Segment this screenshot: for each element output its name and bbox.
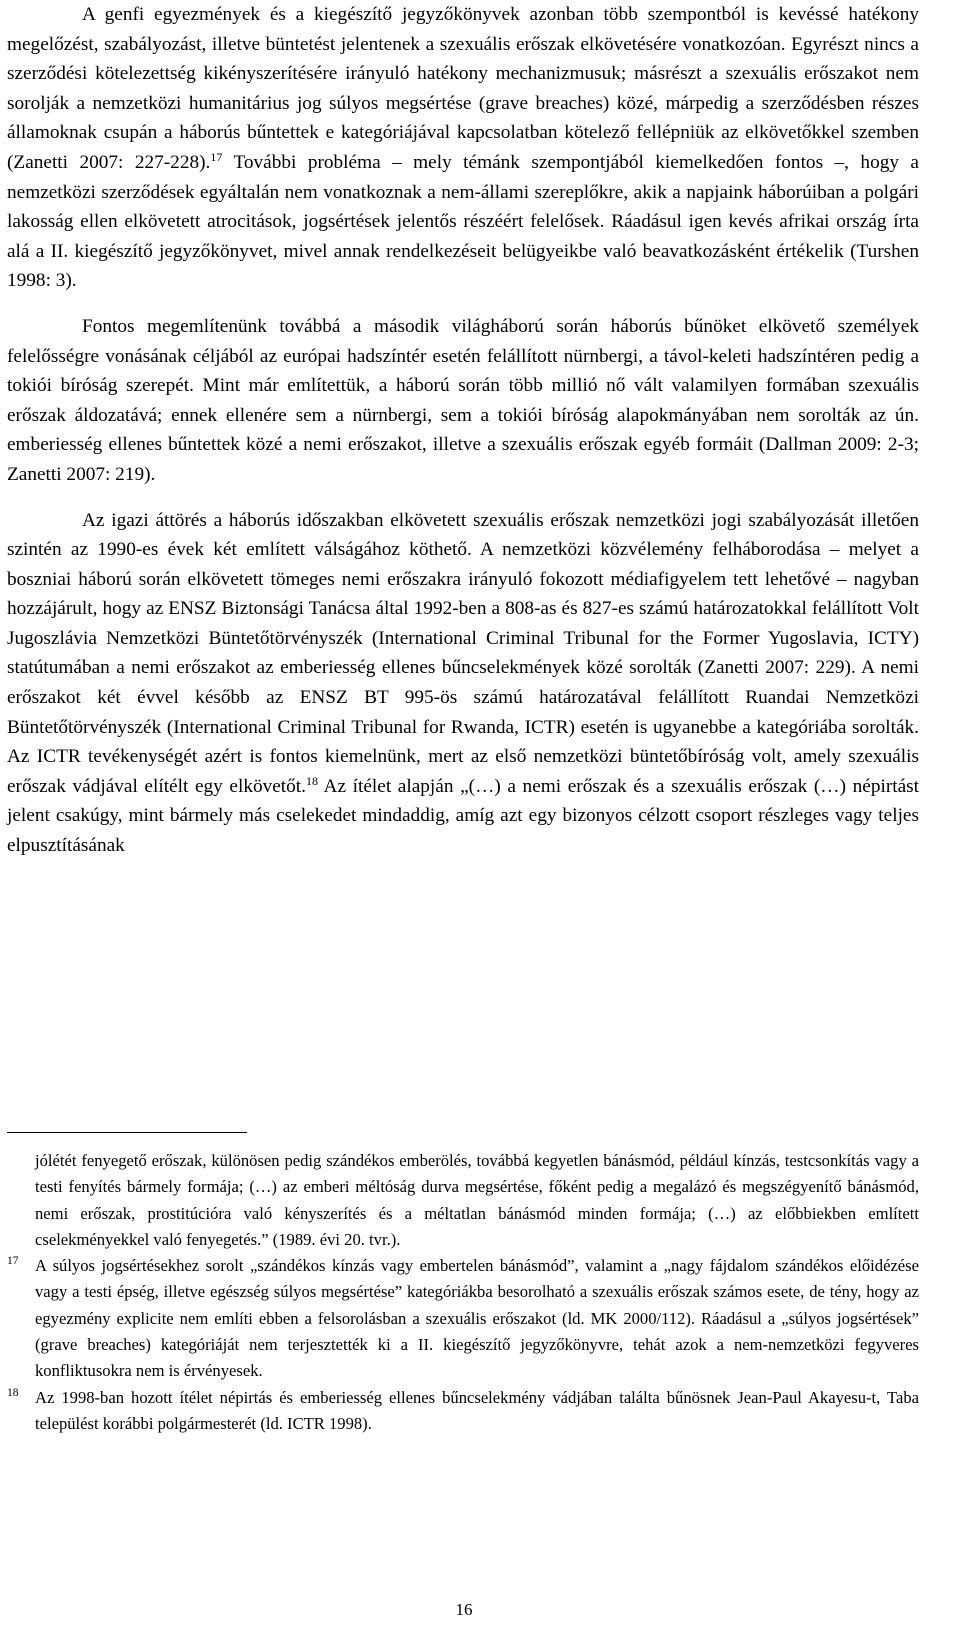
page-content xyxy=(7,0,919,861)
paragraph-1 xyxy=(7,0,919,296)
main-text xyxy=(7,0,919,861)
footnote-ref-18[interactable]: 18 xyxy=(305,773,318,788)
footnote-17 xyxy=(7,1253,919,1384)
paragraph-2: Fontos megemlítenünk továbbá a második világháború során háborús bűnöket elkövető személyek felelősségre vonásának céljából az európai hadszíntér esetén felállított nürnbergi, a távol-keleti hadszíntéren pedig a tokiói bíróság szerepét. Mint már említettük, a háború során több millió nő vált valamilyen formában szexuális erőszak áldozatává; ennek ellenére sem a nürnbergi, sem a tokiói bíróság alapokmányában nem sorolták az ún. emberiesség ellenes bűntettek közé a nemi erőszakot, illetve a szexuális erőszak egyéb formáit (Dallman 2009: 2-3; Zanetti 2007: 219). xyxy=(7,315,919,485)
footnote-ref-17[interactable]: 17 xyxy=(210,149,223,164)
page-number: 16 xyxy=(455,1600,473,1619)
footnote-continuation-text: jólétét fenyegető erőszak, különösen pedig szándékos emberölés, továbbá kegyetlen bánásmód, például kínzás, testcsonkítás vagy a testi fenyítés bármely formája; (…) az emberi méltóság durva megsértése, főként pedig a megalázó és megszégyenítő bánásmód, nemi erőszak, prostitúcióra való kényszerítés és a méltatlan bánásmód minden formája; (…) az előbbiekben említett cselekményekkel való fenyegetés.” (1989. évi 20. tvr.). xyxy=(35,1151,919,1249)
paragraph-1-text-a: A genfi egyezmények és a kiegészítő jegyzőkönyvek azonban több szempontból is kevéssé hatékony megelőzést, szabályozást, illetve büntetést jelentenek a szexuális erőszak elkövetésére vonatkozóan. Egyrészt nincs a szerződési kötelezettség kikényszerítésére irányuló hatékony mechanizmusuk; másrészt a szexuális erőszakot nem sorolják a nemzetközi humanitárius jog súlyos megsértése (grave breaches) közé, márpedig a szerződésben részes államoknak csupán a háborús bűntettek e kategóriájával kapcsolatban kötelező fellépniük az elkövetőkkel szemben (Zanetti 2007: 227-228). xyxy=(7,4,919,173)
footnote-18 xyxy=(7,1385,919,1438)
footnote-17-number: 17 xyxy=(7,1255,19,1268)
footnote-continuation xyxy=(7,1148,919,1253)
paragraph-1-text-b: További probléma – mely témánk szempontjából kiemelkedően fontos –, hogy a nemzetközi szerződések egyáltalán nem vonatkoznak a nem-állami szereplőkre, akik a napjaink háborúiban a polgári lakosság ellen elkövetett atrocitások, jogsértések jelentős részéért felelősek. Ráadásul igen kevés afrikai ország írta alá a II. kiegészítő jegyzőkönyvet, mivel annak rendelkezéseit belügyeikbe való beavatkozásként értékelik (Turshen 1998: 3). xyxy=(7,151,919,292)
paragraph-3-text-b: Az ítélet alapján „(…) a nemi erőszak és a szexuális erőszak (…) népirtást jelent csakúgy, mint bármely más cselekedet mindaddig, amíg azt egy bizonyos célzott csoport részleges vagy teljes elpusztításának xyxy=(7,775,920,857)
footnote-separator xyxy=(7,1132,247,1133)
paragraph-3 xyxy=(7,506,919,861)
footnote-18-text: Az 1998-ban hozott ítélet népirtás és emberiesség ellenes bűncselekmény vádjában találta bűnösnek Jean-Paul Akayesu-t, Taba települést korábbi polgármesterét (ld. ICTR 1998). xyxy=(35,1387,919,1433)
footnote-18-number: 18 xyxy=(7,1386,19,1399)
footnote-17-text: A súlyos jogsértésekhez sorolt „szándékos kínzás vagy embertelen bánásmód”, valamint a „nagy fájdalom szándékos előidézése vagy a testi épség, illetve egészség súlyos megsértése” kategóriákba besorolható a szexuális erőszak számos esete, de tény, hogy az egyezmény explicite nem említi ebben a felsorolásban a szexuális erőszakot (ld. MK 2000/112). Ráadásul a „súlyos jogsértések” (grave breaches) kategóriáját nem terjesztették ki a II. kiegészítő jegyzőkönyvre, tehát azok a nem-nemzetközi fegyveres konfliktusokra nem is érvényesek. xyxy=(35,1256,919,1381)
paragraph-3-text-a: Az igazi áttörés a háborús időszakban elkövetett szexuális erőszak nemzetközi jogi szabályozását illetően szintén az 1990-es évek két említett válságához köthető. A nemzetközi közvélemény felháborodása – melyet a boszniai háború során elkövetett tömeges nemi erőszakra irányuló fokozott médiafigyelem tett lehetővé – nagyban hozzájárult, hogy az ENSZ Biztonsági Tanácsa által 1992-ben a 808-as és 827-es számú határozatokkal felállított Volt Jugoszlávia Nemzetközi Büntetőtörvényszék (International Criminal Tribunal for the Former Yugoslavia, ICTY) statútumában a nemi erőszakot az emberiesség ellenes bűncselekmények közé sorolták (Zanetti 2007: 229). A nemi erőszakot két évvel később az ENSZ BT 995-ös számú határozatával felállított Ruandai Nemzetközi Büntetőtörvényszék (International Criminal Tribunal for Rwanda, ICTR) esetén is ugyanebbe a kategóriába sorolták. Az ICTR tevékenységét azért is fontos kiemelnünk, mert az első nemzetközi büntetőbíróság volt, amely szexuális erőszak vádjával elítélt egy elkövetőt. xyxy=(7,509,919,797)
footnotes xyxy=(7,1148,919,1437)
